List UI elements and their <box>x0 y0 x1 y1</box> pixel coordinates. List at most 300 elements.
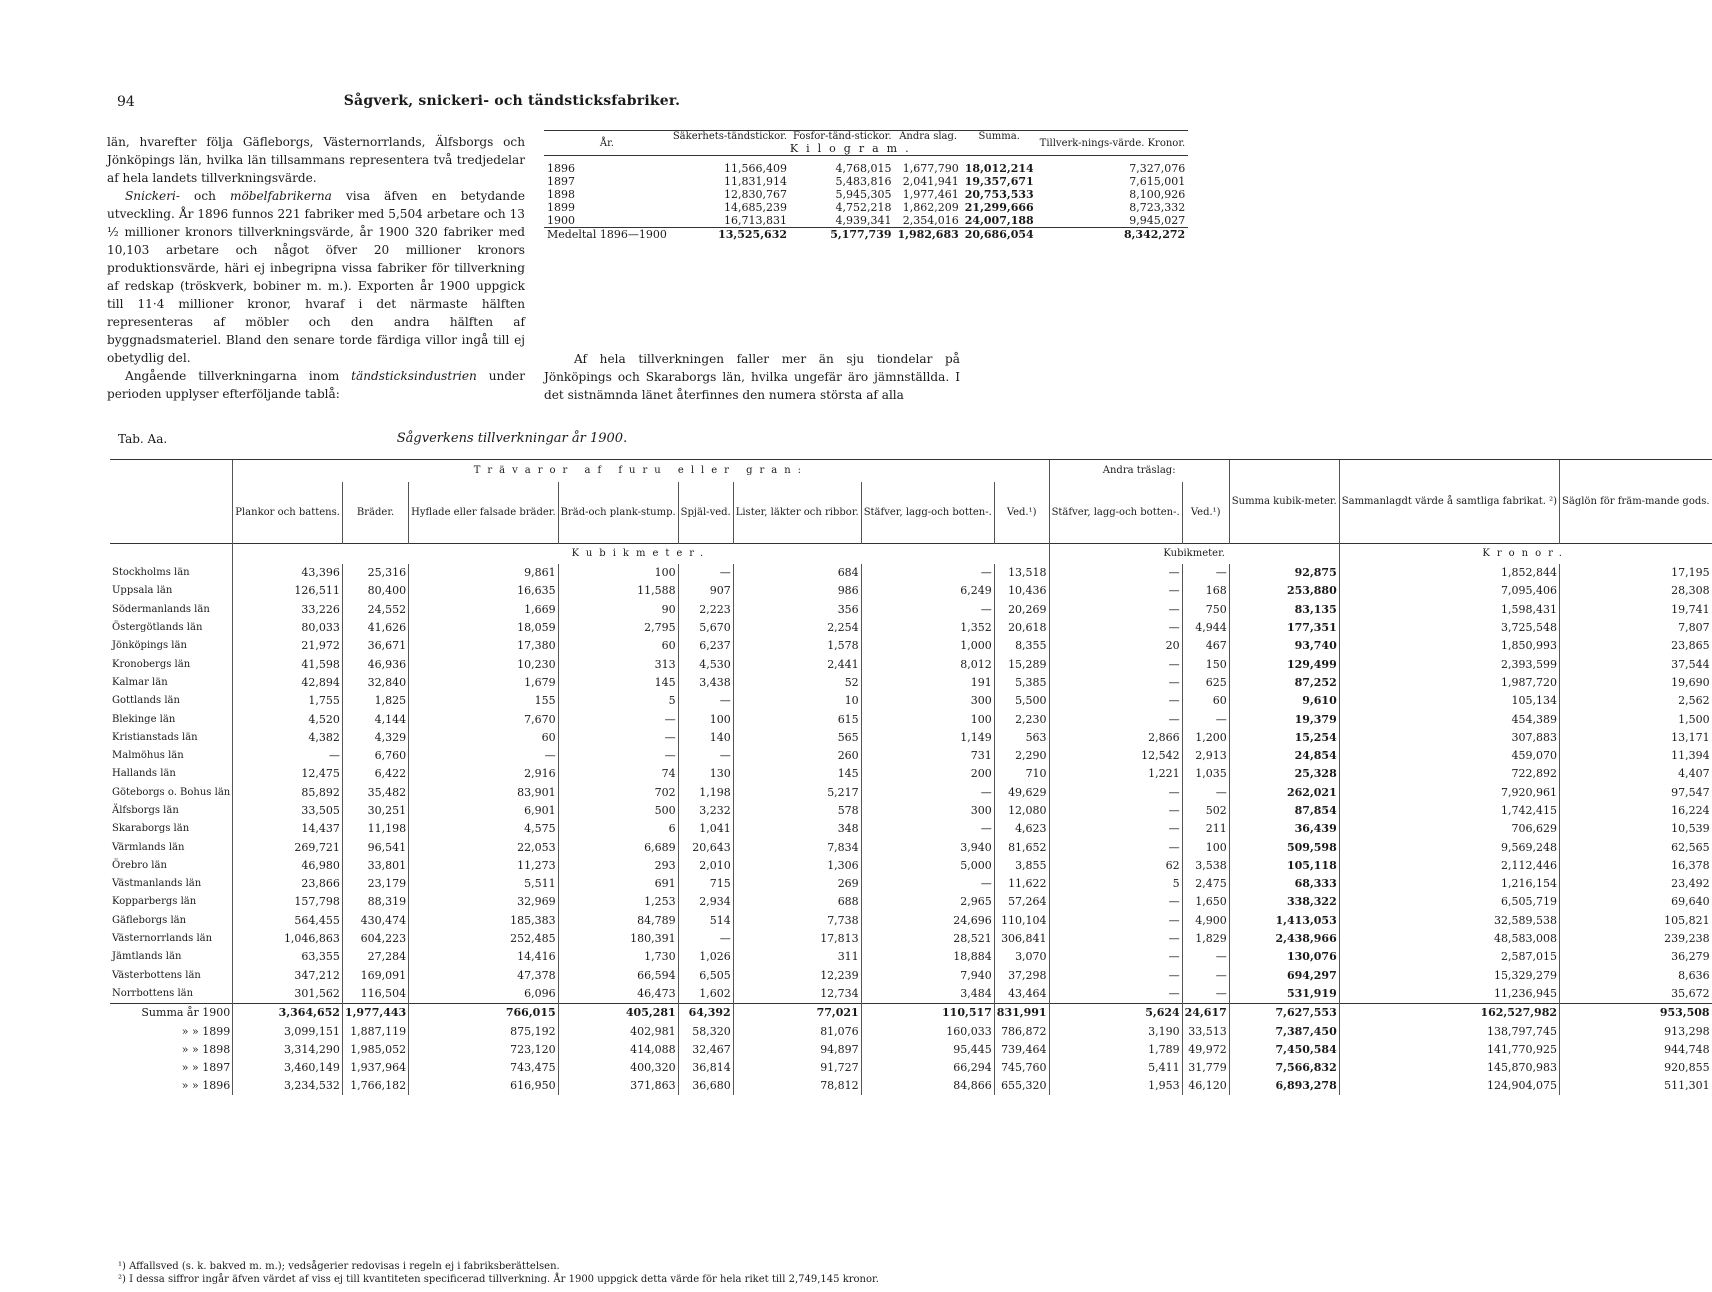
table-cell: 2,916 <box>409 765 558 783</box>
table-cell: 8,355 <box>994 637 1049 655</box>
header-other-staves: Stäfver, lagg-och botten-. <box>1049 482 1182 544</box>
footnotes <box>118 1260 879 1286</box>
table-cell: 77,021 <box>733 1003 861 1022</box>
table-cell: 578 <box>733 801 861 819</box>
table-cell: 1,306 <box>733 856 861 874</box>
county-row <box>110 564 1712 582</box>
table-cell: 19,379 <box>1229 710 1339 728</box>
table-cell: 9,610 <box>1229 692 1339 710</box>
table-cell: — <box>1182 948 1229 966</box>
total-row-label: » » 1898 <box>181 1042 231 1056</box>
table-cell: 87,854 <box>1229 801 1339 819</box>
table-cell: 1,937,964 <box>342 1059 408 1077</box>
table-cell: 1,669 <box>409 600 558 618</box>
table-cell: 691 <box>558 875 678 893</box>
table-cell: — <box>1049 984 1182 1003</box>
table-cell: 1,000 <box>861 637 994 655</box>
table-cell: 300 <box>861 692 994 710</box>
table-cell: 6,422 <box>342 765 408 783</box>
table-cell: 239,238 <box>1560 929 1712 947</box>
year-row: 1897 11,831,914 5,483,816 2,041,941 19,357,671 7,615,001 <box>547 174 1186 188</box>
table-cell: 28,308 <box>1560 582 1712 600</box>
table-cell: 1,789 <box>1049 1040 1182 1058</box>
footnote-1: ¹) Affallsved (s. k. bakved m. m.); vedsågerier redovisas i regeln ej i fabriksberättelsen. <box>118 1261 560 1272</box>
table-cell: 4,575 <box>409 820 558 838</box>
header-sum: Summa. <box>962 131 1037 143</box>
table-cell: 1,598,431 <box>1339 600 1559 618</box>
table-cell: 47,378 <box>409 966 558 984</box>
table-cell: 1,578 <box>733 637 861 655</box>
total-row-label: Summa år 1900 <box>110 1003 233 1022</box>
table-cell: 405,281 <box>558 1003 678 1022</box>
county-row <box>110 820 1712 838</box>
table-cell: 105,821 <box>1560 911 1712 929</box>
table-cell: 6,505 <box>678 966 733 984</box>
paragraph-2-emph-1: Snickeri- <box>125 189 180 203</box>
table-cell: 36,279 <box>1560 948 1712 966</box>
table-cell: 1,650 <box>1182 893 1229 911</box>
table-cell: 12,734 <box>733 984 861 1003</box>
table-cell: 81,652 <box>994 838 1049 856</box>
table-cell: 15,289 <box>994 655 1049 673</box>
table-cell: 907 <box>678 582 733 600</box>
table-cell: 130 <box>678 765 733 783</box>
total-rows <box>110 1003 1712 1095</box>
table-cell: 141,770,925 <box>1339 1040 1559 1058</box>
table-cell: 19,690 <box>1560 673 1712 691</box>
table-cell: 564,455 <box>233 911 343 929</box>
county-row-label: Stockholms län <box>112 567 190 579</box>
table-cell: 58,320 <box>678 1022 733 1040</box>
table-cell: 4,944 <box>1182 618 1229 636</box>
table-cell: — <box>1049 618 1182 636</box>
table-cell: 49,972 <box>1182 1040 1229 1058</box>
table-cell: 191 <box>861 673 994 691</box>
table-cell: 4,407 <box>1560 765 1712 783</box>
county-row <box>110 911 1712 929</box>
table-cell: 90 <box>558 600 678 618</box>
table-cell: 348 <box>733 820 861 838</box>
table-cell: 745,760 <box>994 1059 1049 1077</box>
table-cell: 66,594 <box>558 966 678 984</box>
table-cell: 3,725,548 <box>1339 618 1559 636</box>
table-cell: 1,985,052 <box>342 1040 408 1058</box>
table-cell: 4,520 <box>233 710 343 728</box>
county-row <box>110 948 1712 966</box>
table-cell: 66,294 <box>861 1059 994 1077</box>
table-cell: 301,562 <box>233 984 343 1003</box>
table-cell: 715 <box>678 875 733 893</box>
table-cell: 31,779 <box>1182 1059 1229 1077</box>
table-cell: — <box>233 746 343 764</box>
table-cell: 7,920,961 <box>1339 783 1559 801</box>
table-cell: 253,880 <box>1229 582 1339 600</box>
table-cell: 731 <box>861 746 994 764</box>
header-planed-boards: Hyflade eller falsade bräder. <box>409 482 558 544</box>
table-cell: 60 <box>409 728 558 746</box>
table-cell: 6,096 <box>409 984 558 1003</box>
table-cell: 96,541 <box>342 838 408 856</box>
table-cell: 953,508 <box>1560 1003 1712 1022</box>
table-cell: 5,500 <box>994 692 1049 710</box>
table-cell: 20,618 <box>994 618 1049 636</box>
table-cell: 105,118 <box>1229 856 1339 874</box>
left-text-column <box>107 133 525 403</box>
table-cell: 6 <box>558 820 678 838</box>
table-cell: 14,416 <box>409 948 558 966</box>
table-cell: 12,239 <box>733 966 861 984</box>
table-cell: 68,333 <box>1229 875 1339 893</box>
table-cell: 16,635 <box>409 582 558 600</box>
table-cell: 41,626 <box>342 618 408 636</box>
table-cell: 5 <box>558 692 678 710</box>
table-cell: — <box>558 728 678 746</box>
table-cell: — <box>861 783 994 801</box>
county-row <box>110 728 1712 746</box>
table-cell: 32,840 <box>342 673 408 691</box>
table-cell: 986 <box>733 582 861 600</box>
table-cell: 16,378 <box>1560 856 1712 874</box>
table-cell: 37,544 <box>1560 655 1712 673</box>
table-cell: 7,387,450 <box>1229 1022 1339 1040</box>
header-other-firewood: Ved.¹) <box>1182 482 1229 544</box>
table-cell: 11,588 <box>558 582 678 600</box>
table-cell: 169,091 <box>342 966 408 984</box>
table-cell: 1,977,443 <box>342 1003 408 1022</box>
table-cell: 1,500 <box>1560 710 1712 728</box>
table-cell: — <box>861 600 994 618</box>
total-row-label: » » 1897 <box>181 1061 231 1075</box>
table-cell: 5,411 <box>1049 1059 1182 1077</box>
header-total-value: Sammanlagdt värde å samtliga fabrikat. ²) <box>1339 460 1559 544</box>
table-cell: 60 <box>1182 692 1229 710</box>
table-cell: 23,865 <box>1560 637 1712 655</box>
table-cell: 36,814 <box>678 1059 733 1077</box>
table-cell: 41,598 <box>233 655 343 673</box>
table-cell: 49,629 <box>994 783 1049 801</box>
table-cell: — <box>1049 911 1182 929</box>
table-cell: 33,801 <box>342 856 408 874</box>
table-cell: 88,319 <box>342 893 408 911</box>
table-cell: 3,538 <box>1182 856 1229 874</box>
county-row-label: Värmlands län <box>112 841 185 853</box>
table-cell: 60 <box>558 637 678 655</box>
paragraph-3-end: under perioden upplyser efterföljande tablå: <box>107 369 525 401</box>
table-cell: — <box>1049 801 1182 819</box>
table-cell: 27,284 <box>342 948 408 966</box>
table-cell: 5,217 <box>733 783 861 801</box>
county-row <box>110 746 1712 764</box>
table-cell: 36,680 <box>678 1077 733 1095</box>
county-row <box>110 929 1712 947</box>
table-cell: 414,088 <box>558 1040 678 1058</box>
table-cell: 3,190 <box>1049 1022 1182 1040</box>
table-cell: 7,738 <box>733 911 861 929</box>
total-row-label: » » 1899 <box>181 1024 231 1038</box>
table-cell: 43,464 <box>994 984 1049 1003</box>
table-cell: 750 <box>1182 600 1229 618</box>
table-cell: 459,070 <box>1339 746 1559 764</box>
table-cell: 84,866 <box>861 1077 994 1095</box>
table-cell: 1,198 <box>678 783 733 801</box>
table-cell: 130,076 <box>1229 948 1339 966</box>
county-row-label: Kalmar län <box>112 676 168 688</box>
table-cell: 25,316 <box>342 564 408 582</box>
table-cell: 293 <box>558 856 678 874</box>
county-row <box>110 600 1712 618</box>
table-cell: 2,290 <box>994 746 1049 764</box>
group-header-other-woods: Andra träslag: <box>1049 460 1229 482</box>
table-cell: 2,223 <box>678 600 733 618</box>
table-cell: 509,598 <box>1229 838 1339 856</box>
table-cell: 20,643 <box>678 838 733 856</box>
table-cell: 2,934 <box>678 893 733 911</box>
table-cell: 100 <box>558 564 678 582</box>
table-cell: 46,936 <box>342 655 408 673</box>
table-cell: 11,198 <box>342 820 408 838</box>
table-cell: 33,226 <box>233 600 343 618</box>
county-row <box>110 838 1712 856</box>
table-cell: — <box>409 746 558 764</box>
table-cell: 30,251 <box>342 801 408 819</box>
table-cell: — <box>1049 673 1182 691</box>
county-row <box>110 875 1712 893</box>
table-cell: 162,527,982 <box>1339 1003 1559 1022</box>
table-cell: 20,269 <box>994 600 1049 618</box>
table-cell: 1,953 <box>1049 1077 1182 1095</box>
table-cell: — <box>1182 710 1229 728</box>
table-title: Sågverkens tillverkningar år 1900. <box>396 431 628 446</box>
table-cell: 4,900 <box>1182 911 1229 929</box>
table-cell: 1,041 <box>678 820 733 838</box>
county-row <box>110 984 1712 1003</box>
table-cell: 1,026 <box>678 948 733 966</box>
header-board-ends: Bräd-och plank-stump. <box>558 482 678 544</box>
table-cell: 694,297 <box>1229 966 1339 984</box>
table-cell: 24,696 <box>861 911 994 929</box>
header-phosphorus-matches: Fosfor-tänd-stickor. <box>790 131 895 143</box>
table-cell: 3,364,652 <box>233 1003 343 1022</box>
table-cell: 23,492 <box>1560 875 1712 893</box>
county-row-label: Uppsala län <box>112 585 173 597</box>
table-cell: 4,382 <box>233 728 343 746</box>
table-cell: 1,987,720 <box>1339 673 1559 691</box>
table-cell: 20 <box>1049 637 1182 655</box>
table-cell: 1,887,119 <box>342 1022 408 1040</box>
county-row <box>110 582 1712 600</box>
table-cell: 920,855 <box>1560 1059 1712 1077</box>
table-cell: 150 <box>1182 655 1229 673</box>
table-cell: 4,530 <box>678 655 733 673</box>
table-cell: 655,320 <box>994 1077 1049 1095</box>
table-cell: 2,010 <box>678 856 733 874</box>
table-cell: 14,437 <box>233 820 343 838</box>
table-cell: 1,852,844 <box>1339 564 1559 582</box>
table-cell: 18,884 <box>861 948 994 966</box>
group-header-pine-spruce: Trävaror af furu eller gran: <box>233 460 1049 482</box>
table-cell: 63,355 <box>233 948 343 966</box>
table-cell: 1,035 <box>1182 765 1229 783</box>
table-cell: 313 <box>558 655 678 673</box>
table-cell: 454,389 <box>1339 710 1559 728</box>
year-row: 1900 16,713,831 4,939,341 2,354,016 24,007,188 9,945,027 <box>547 213 1186 227</box>
table-cell: 7,095,406 <box>1339 582 1559 600</box>
table-cell: 57,264 <box>994 893 1049 911</box>
table-cell: 706,629 <box>1339 820 1559 838</box>
total-row <box>110 1022 1712 1040</box>
table-cell: 100 <box>1182 838 1229 856</box>
table-cell: — <box>861 820 994 838</box>
table-cell: 97,547 <box>1560 783 1712 801</box>
table-cell: 1,149 <box>861 728 994 746</box>
table-cell: 36,671 <box>342 637 408 655</box>
table-cell: — <box>1182 783 1229 801</box>
table-cell: 4,329 <box>342 728 408 746</box>
table-cell: 400,320 <box>558 1059 678 1077</box>
table-cell: — <box>678 929 733 947</box>
table-cell: 62,565 <box>1560 838 1712 856</box>
header-staves: Stäfver, lagg-och botten-. <box>861 482 994 544</box>
table-cell: 347,212 <box>233 966 343 984</box>
table-cell: 1,253 <box>558 893 678 911</box>
table-cell: 74 <box>558 765 678 783</box>
table-cell: — <box>861 564 994 582</box>
table-cell: 604,223 <box>342 929 408 947</box>
table-cell: 702 <box>558 783 678 801</box>
county-row <box>110 618 1712 636</box>
table-cell: 155 <box>409 692 558 710</box>
header-safety-matches: Säkerhets-tändstickor. <box>670 131 790 143</box>
table-cell: — <box>558 746 678 764</box>
county-row-label: Älfsborgs län <box>112 805 179 816</box>
table-cell: 269,721 <box>233 838 343 856</box>
table-cell: — <box>1049 582 1182 600</box>
paragraph-2-mid: och <box>179 189 230 203</box>
table-cell: 4,144 <box>342 710 408 728</box>
paragraph-2 <box>107 187 525 367</box>
table-cell: 12,475 <box>233 765 343 783</box>
table-cell: 7,627,553 <box>1229 1003 1339 1022</box>
header-year: År. <box>544 131 670 156</box>
table-cell: 64,392 <box>678 1003 733 1022</box>
table-cell: 15,329,279 <box>1339 966 1559 984</box>
table-cell: 262,021 <box>1229 783 1339 801</box>
table-cell: 200 <box>861 765 994 783</box>
table-cell: — <box>1049 820 1182 838</box>
table-cell: — <box>558 710 678 728</box>
table-cell: 2,438,966 <box>1229 929 1339 947</box>
table-cell: 1,766,182 <box>342 1077 408 1095</box>
county-row <box>110 801 1712 819</box>
year-row: 1899 14,685,239 4,752,218 1,862,209 21,299,666 8,723,332 <box>547 200 1186 214</box>
table-cell: 3,484 <box>861 984 994 1003</box>
table-cell: 7,807 <box>1560 618 1712 636</box>
table-cell: 126,511 <box>233 582 343 600</box>
total-row <box>110 1059 1712 1077</box>
table-cell: 3,234,532 <box>233 1077 343 1095</box>
table-cell: 140 <box>678 728 733 746</box>
table-cell: 3,232 <box>678 801 733 819</box>
right-paragraph: Af hela tillverkningen faller mer än sju tiondelar på Jönköpings och Skaraborgs län, hvilka ungefär äro jämnställda. I det sistnämnda länet återfinnes den numera största af alla <box>544 352 960 402</box>
county-row-label: Västerbottens län <box>112 969 201 981</box>
table-cell: 467 <box>1182 637 1229 655</box>
table-cell: 6,760 <box>342 746 408 764</box>
table-cell: — <box>1049 966 1182 984</box>
table-cell: 5,511 <box>409 875 558 893</box>
table-cell: 1,221 <box>1049 765 1182 783</box>
table-cell: 3,314,290 <box>233 1040 343 1058</box>
table-label: Tab. Aa. <box>118 432 168 446</box>
table-cell: 13,171 <box>1560 728 1712 746</box>
table-cell: 185,383 <box>409 911 558 929</box>
paragraph-3-emph: tändsticksindustrien <box>351 369 477 383</box>
table-cell: 7,834 <box>733 838 861 856</box>
table-cell: — <box>1049 692 1182 710</box>
page-number: 94 <box>117 94 135 110</box>
table-cell: 311 <box>733 948 861 966</box>
county-row <box>110 893 1712 911</box>
table-cell: 37,298 <box>994 966 1049 984</box>
table-cell: 145,870,983 <box>1339 1059 1559 1077</box>
table-cell: 8,636 <box>1560 966 1712 984</box>
table-cell: 83,901 <box>409 783 558 801</box>
table-cell: 43,396 <box>233 564 343 582</box>
table-cell: — <box>678 692 733 710</box>
paragraph-1: län, hvarefter följa Gäfleborgs, Västernorrlands, Älfsborgs och Jönköpings län, hvilka län tillsammans representera två tredjedelar af hela landets tillverkningsvärde. <box>107 135 525 185</box>
county-row <box>110 966 1712 984</box>
table-cell: 7,940 <box>861 966 994 984</box>
table-cell: 12,080 <box>994 801 1049 819</box>
group-header-row <box>110 460 1712 482</box>
table-cell: 2,866 <box>1049 728 1182 746</box>
county-row-label: Västernorrlands län <box>112 933 213 945</box>
table-cell: 269 <box>733 875 861 893</box>
table-cell: 138,797,745 <box>1339 1022 1559 1040</box>
year-table-header <box>544 131 1188 143</box>
table-cell: 306,841 <box>994 929 1049 947</box>
table-cell: 17,195 <box>1560 564 1712 582</box>
table-cell: 10,436 <box>994 582 1049 600</box>
table-cell: — <box>1182 564 1229 582</box>
paragraph-2-emph-2: möbelfabrikerna <box>229 189 332 203</box>
county-row <box>110 710 1712 728</box>
table-cell: 1,216,154 <box>1339 875 1559 893</box>
county-row-label: Kristianstads län <box>112 731 198 743</box>
county-row <box>110 692 1712 710</box>
total-row-label: » » 1896 <box>181 1079 231 1093</box>
table-cell: 6,505,719 <box>1339 893 1559 911</box>
table-cell: 48,583,008 <box>1339 929 1559 947</box>
table-cell: 875,192 <box>409 1022 558 1040</box>
county-row <box>110 783 1712 801</box>
table-cell: 625 <box>1182 673 1229 691</box>
county-row <box>110 655 1712 673</box>
table-cell: 78,812 <box>733 1077 861 1095</box>
table-cell: 21,972 <box>233 637 343 655</box>
table-cell: 180,391 <box>558 929 678 947</box>
unit-kronor: Kronor. <box>1339 544 1711 564</box>
table-cell: 1,730 <box>558 948 678 966</box>
table-cell: 563 <box>994 728 1049 746</box>
table-cell: — <box>678 746 733 764</box>
table-cell: 11,394 <box>1560 746 1712 764</box>
table-cell: 766,015 <box>409 1003 558 1022</box>
county-row <box>110 765 1712 783</box>
year-row: 1898 12,830,767 5,945,305 1,977,461 20,753,533 8,100,926 <box>547 187 1186 201</box>
county-row-label: Gottlands län <box>112 695 180 707</box>
county-row-label: Kopparbergs län <box>112 896 197 908</box>
table-cell: 356 <box>733 600 861 618</box>
